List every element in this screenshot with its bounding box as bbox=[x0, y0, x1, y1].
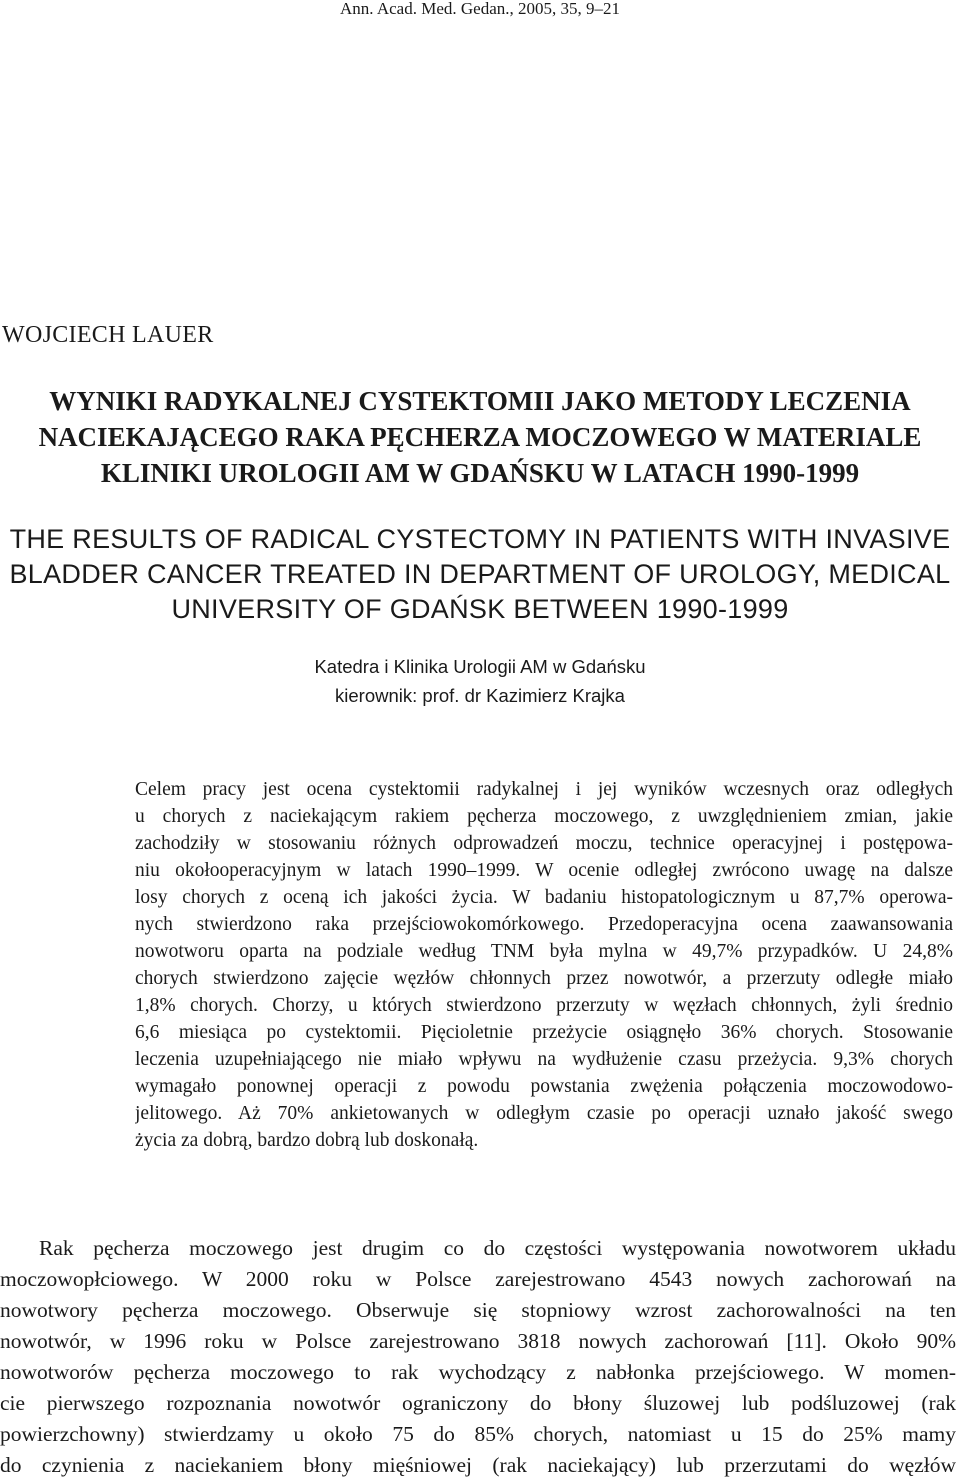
title-en-line: BLADDER CANCER TREATED IN DEPARTMENT OF UROLOGY, MEDICAL bbox=[9, 559, 951, 589]
body-line: Rak pęcherza moczowego jest drugim co do częstości występowania nowotworem układu bbox=[39, 1236, 956, 1260]
abstract-line: leczenia uzupełniającego nie miało wpływu na wydłużenie czasu przeżycia. 9,3% chorych bbox=[135, 1049, 953, 1070]
title-pl-line: KLINIKI UROLOGII AM W GDAŃSKU W LATACH 1990-1999 bbox=[100, 458, 860, 488]
abstract-line: chorych stwierdzono zajęcie węzłów chłonnych przez nowotwór, a przerzuty odległe miało bbox=[135, 968, 953, 989]
abstract-line: jelitowego. Aż 70% ankietowanych w odległym czasie po operacji uznało jakość swego bbox=[135, 1103, 953, 1124]
affiliation-department: Katedra i Klinika Urologii AM w Gdańsku bbox=[314, 656, 646, 677]
title-pl-line: WYNIKI RADYKALNEJ CYSTEKTOMII JAKO METODY LECZENIA bbox=[49, 386, 911, 416]
abstract-line: zachodziły w stosowaniu różnych odprowadzeń moczu, technice operacyjnej i postępowa- bbox=[135, 833, 953, 854]
body-line: do czynienia z naciekaniem błony mięśniowej (rak naciekający) lub przerzutami do węzłów bbox=[0, 1453, 956, 1477]
body-line: powierzchowny) stwierdzamy u około 75 do 85% chorych, natomiast u 15 do 25% mamy bbox=[0, 1422, 956, 1446]
abstract-line: życia za dobrą, bardzo dobrą lub doskonałą. bbox=[135, 1130, 479, 1151]
affiliation-head: kierownik: prof. dr Kazimierz Krajka bbox=[335, 685, 625, 706]
abstract-line: wymagało ponownej operacji z powodu powstania zwężenia połączenia moczowodowo- bbox=[135, 1076, 953, 1097]
abstract-line: nowotworu oparta na podziale według TNM była mylna w 49,7% przypadków. U 24,8% bbox=[135, 941, 953, 962]
title-pl-line: NACIEKAJĄCEGO RAKA PĘCHERZA MOCZOWEGO W MATERIALE bbox=[38, 422, 922, 452]
title-en-line: UNIVERSITY OF GDAŃSK BETWEEN 1990-1999 bbox=[171, 594, 789, 624]
body-line: nowotworów pęcherza moczowego to rak wychodzący z nabłonka przejściowego. W momen- bbox=[0, 1360, 956, 1384]
body-line: nowotwory pęcherza moczowego. Obserwuje się stopniowy wzrost zachorowalności na ten bbox=[0, 1298, 956, 1322]
abstract-line: Celem pracy jest ocena cystektomii radykalnej i jej wyników wczesnych oraz odległych bbox=[135, 779, 953, 800]
author-name: WOJCIECH LAUER bbox=[2, 322, 214, 348]
abstract-line: 6,6 miesiąca po cystektomii. Pięcioletnie przeżycie osiągnęło 36% chorych. Stosowanie bbox=[135, 1022, 953, 1043]
body-line: cie pierwszego rozpoznania nowotwór ograniczony do błony śluzowej lub podśluzowej (rak bbox=[0, 1391, 956, 1415]
body-line: moczowopłciowego. W 2000 roku w Polsce zarejestrowano 4543 nowych zachorowań na bbox=[0, 1267, 956, 1291]
journal-citation: Ann. Acad. Med. Gedan., 2005, 35, 9–21 bbox=[340, 0, 620, 18]
abstract-line: niu okołooperacyjnym w latach 1990–1999. W ocenie odległej zwrócono uwagę na dalsze bbox=[135, 860, 953, 881]
body-line: nowotwór, w 1996 roku w Polsce zarejestrowano 3818 nowych zachorowań [11]. Około 90% bbox=[0, 1329, 956, 1353]
abstract-line: losy chorych z oceną ich jakości życia. W badaniu histopatologicznym u 87,7% operowa- bbox=[135, 887, 953, 908]
title-en-line: THE RESULTS OF RADICAL CYSTECTOMY IN PATIENTS WITH INVASIVE bbox=[9, 524, 951, 554]
abstract-line: u chorych z naciekającym rakiem pęcherza moczowego, z uwzględnieniem zmian, jakie bbox=[135, 806, 953, 827]
abstract-line: nych stwierdzono raka przejściowokomórkowego. Przedoperacyjna ocena zaawansowania bbox=[135, 914, 953, 935]
abstract-line: 1,8% chorych. Chorzy, u których stwierdzono przerzuty w węzłach chłonnych, żyli średnio bbox=[135, 995, 953, 1016]
